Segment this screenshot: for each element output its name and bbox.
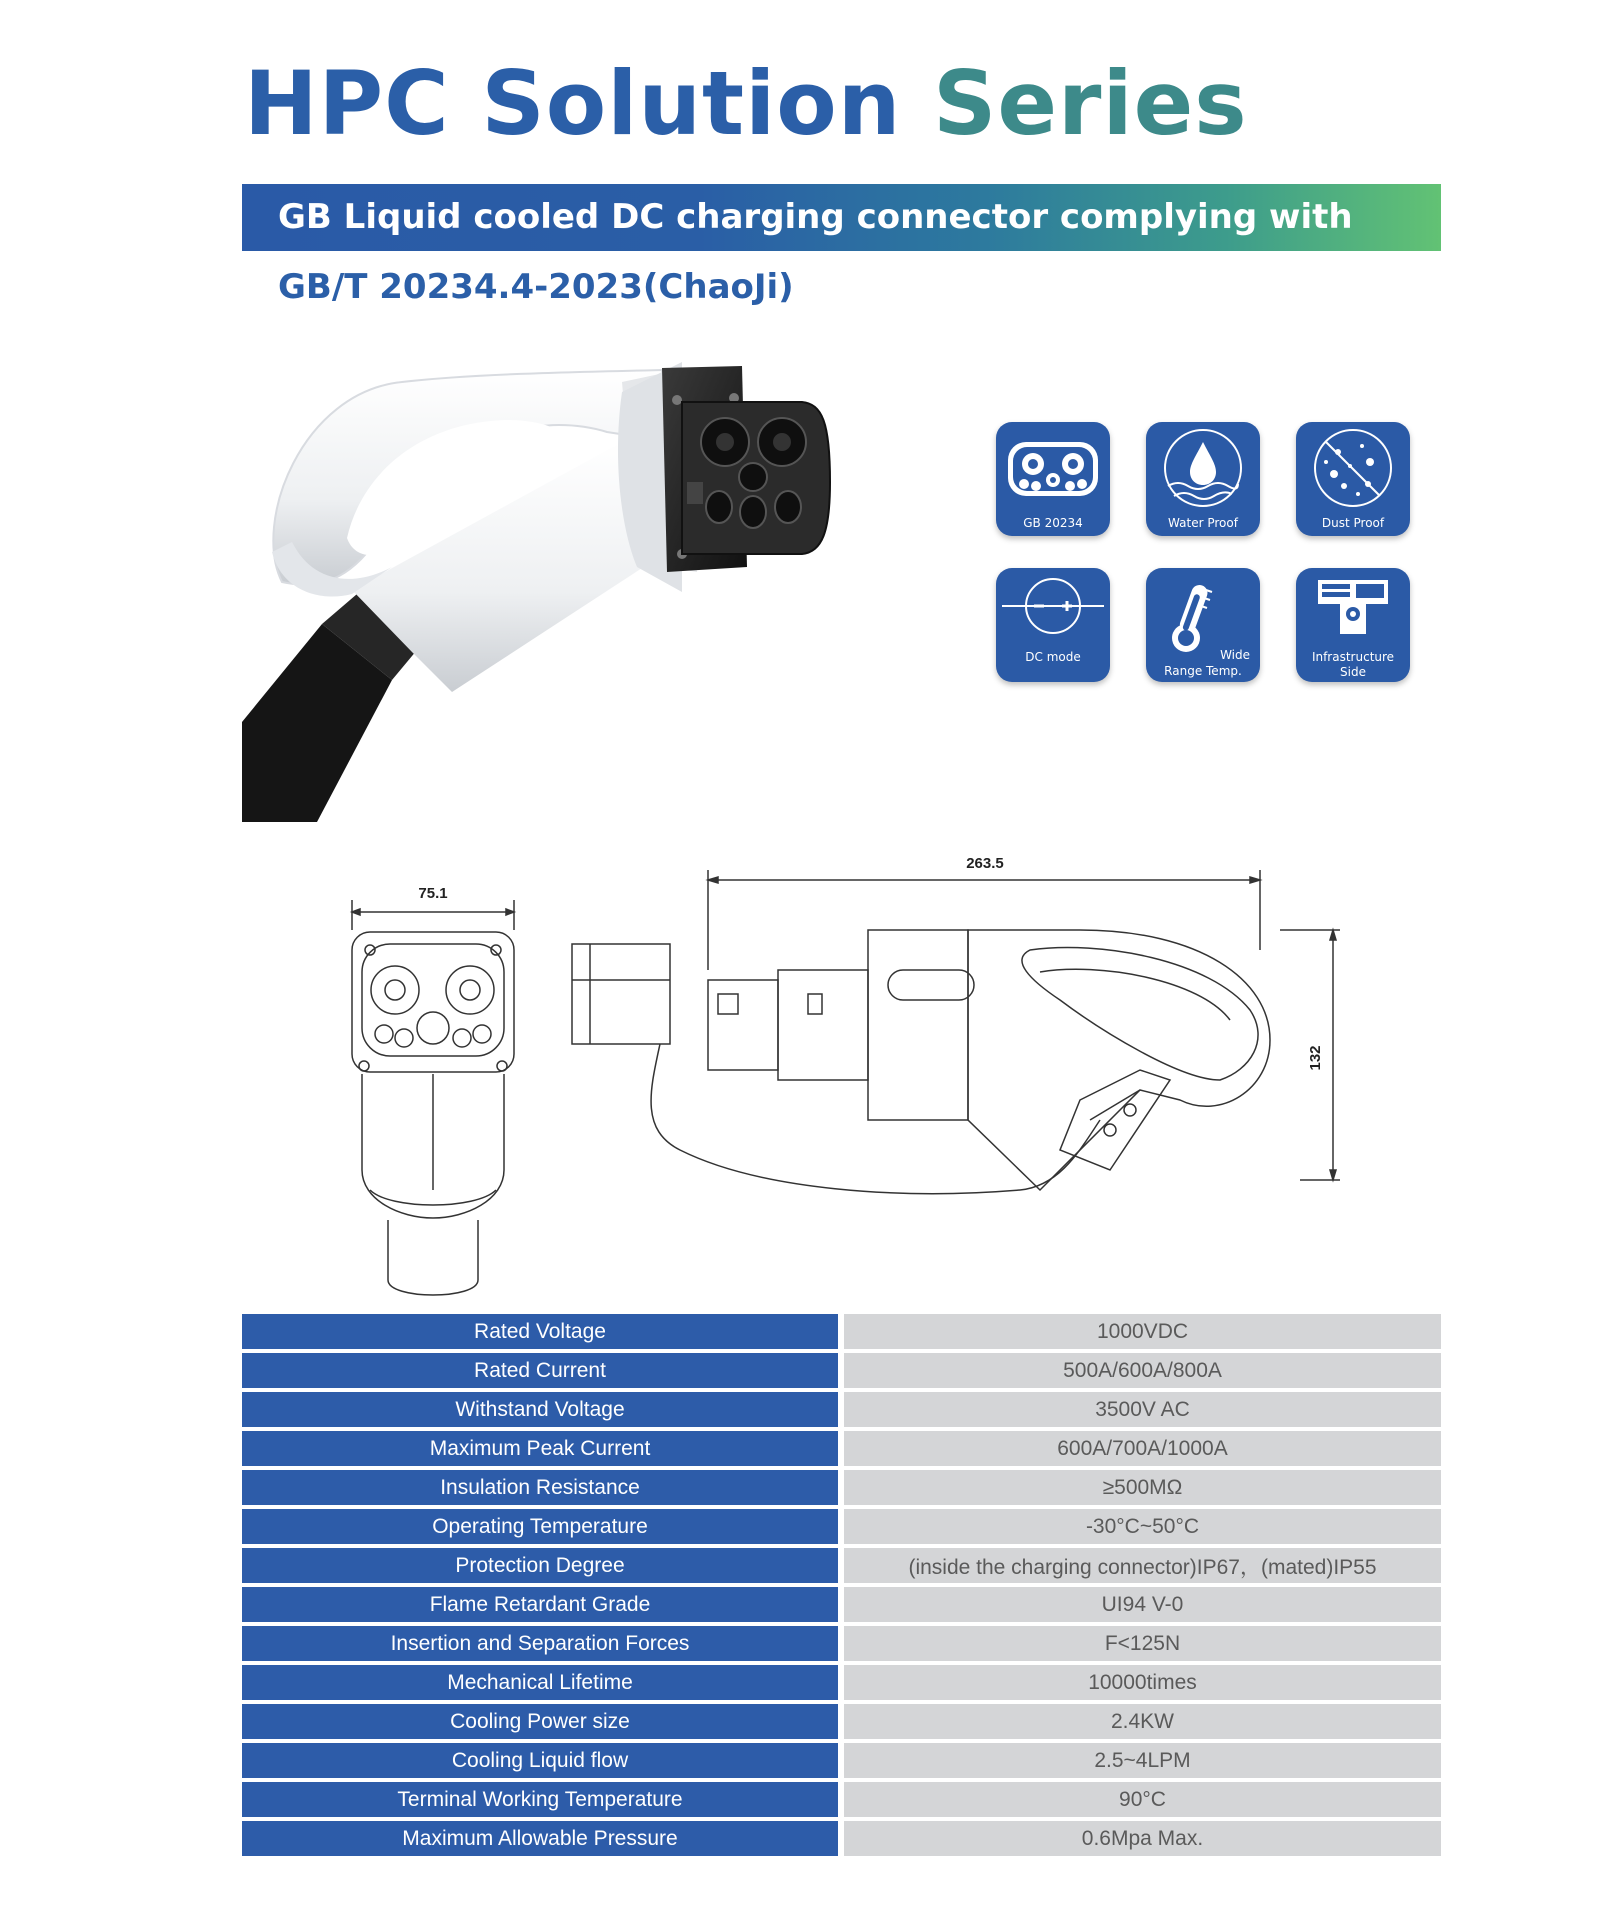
connector-product-image (242, 362, 932, 822)
length-dimension-label: 263.5 (966, 855, 1004, 872)
spec-value: 10000times (844, 1665, 1441, 1704)
badge-label: DC mode (1025, 650, 1081, 664)
spec-value: 1000VDC (844, 1314, 1441, 1353)
specification-table (242, 1314, 1441, 1860)
table-row (242, 1548, 1441, 1587)
badge-label-line2: Range Temp. (1164, 664, 1242, 678)
spec-value: 90°C (844, 1782, 1441, 1821)
badge-label: Water Proof (1168, 516, 1238, 530)
badge-infrastructure-side (1296, 568, 1410, 682)
spec-value: 0.6Mpa Max. (844, 1821, 1441, 1860)
table-row (242, 1821, 1441, 1860)
badge-label-line1: Infrastructure (1311, 650, 1395, 664)
spec-value: 3500V AC (844, 1392, 1441, 1431)
table-row (242, 1782, 1441, 1821)
badge-label-line1: Wide (1220, 648, 1250, 662)
spec-name: Flame Retardant Grade (242, 1587, 844, 1626)
title-part-2: Series (932, 52, 1248, 155)
table-row (242, 1314, 1441, 1353)
spec-name: Insertion and Separation Forces (242, 1626, 844, 1665)
table-row (242, 1509, 1441, 1548)
spec-name: Withstand Voltage (242, 1392, 844, 1431)
badge-water-proof (1146, 422, 1260, 536)
title-part-1: HPC Solution (244, 52, 933, 155)
spec-name: Cooling Power size (242, 1704, 844, 1743)
spec-value: ≥500MΩ (844, 1470, 1441, 1509)
spec-name: Maximum Peak Current (242, 1431, 844, 1470)
spec-name: Cooling Liquid flow (242, 1743, 844, 1782)
spec-name: Rated Current (242, 1353, 844, 1392)
badge-wide-range-temp (1146, 568, 1260, 682)
badge-label-line2: Side (1340, 665, 1366, 679)
table-row (242, 1626, 1441, 1665)
spec-name: Rated Voltage (242, 1314, 844, 1353)
spec-name: Protection Degree (242, 1548, 844, 1587)
spec-value: UI94 V-0 (844, 1587, 1441, 1626)
spec-name: Insulation Resistance (242, 1470, 844, 1509)
table-row (242, 1353, 1441, 1392)
spec-name: Mechanical Lifetime (242, 1665, 844, 1704)
width-dimension-label: 75.1 (418, 885, 448, 902)
standard-subtitle: GB/T 20234.4-2023(ChaoJi) (278, 267, 794, 307)
table-row (242, 1743, 1441, 1782)
spec-value: 2.5~4LPM (844, 1743, 1441, 1782)
table-row (242, 1704, 1441, 1743)
technical-drawing (340, 830, 1400, 1310)
feature-badges (996, 422, 1410, 684)
title-banner (242, 184, 1441, 251)
badge-gb20234 (996, 422, 1110, 536)
banner-heading: GB Liquid cooled DC charging connector complying with (278, 197, 1353, 237)
badge-dc-mode (996, 568, 1110, 682)
table-row (242, 1392, 1441, 1431)
table-row (242, 1587, 1441, 1626)
spec-name: Maximum Allowable Pressure (242, 1821, 844, 1860)
badge-label: GB 20234 (1023, 516, 1083, 530)
page-title (244, 54, 1248, 154)
table-row (242, 1665, 1441, 1704)
table-row (242, 1470, 1441, 1509)
badge-dust-proof (1296, 422, 1410, 536)
spec-value: -30°C~50°C (844, 1509, 1441, 1548)
dc-symbol-icon (996, 568, 1110, 682)
spec-value: 2.4KW (844, 1704, 1441, 1743)
height-dimension-label: 132 (1307, 1045, 1324, 1071)
spec-value: F<125N (844, 1626, 1441, 1665)
spec-value: (inside the charging connector)IP67，(mated)IP55 (844, 1548, 1441, 1587)
badge-label: Dust Proof (1321, 516, 1385, 530)
spec-name: Terminal Working Temperature (242, 1782, 844, 1821)
spec-value: 600A/700A/1000A (844, 1431, 1441, 1470)
spec-value: 500A/600A/800A (844, 1353, 1441, 1392)
table-row (242, 1431, 1441, 1470)
spec-name: Operating Temperature (242, 1509, 844, 1548)
